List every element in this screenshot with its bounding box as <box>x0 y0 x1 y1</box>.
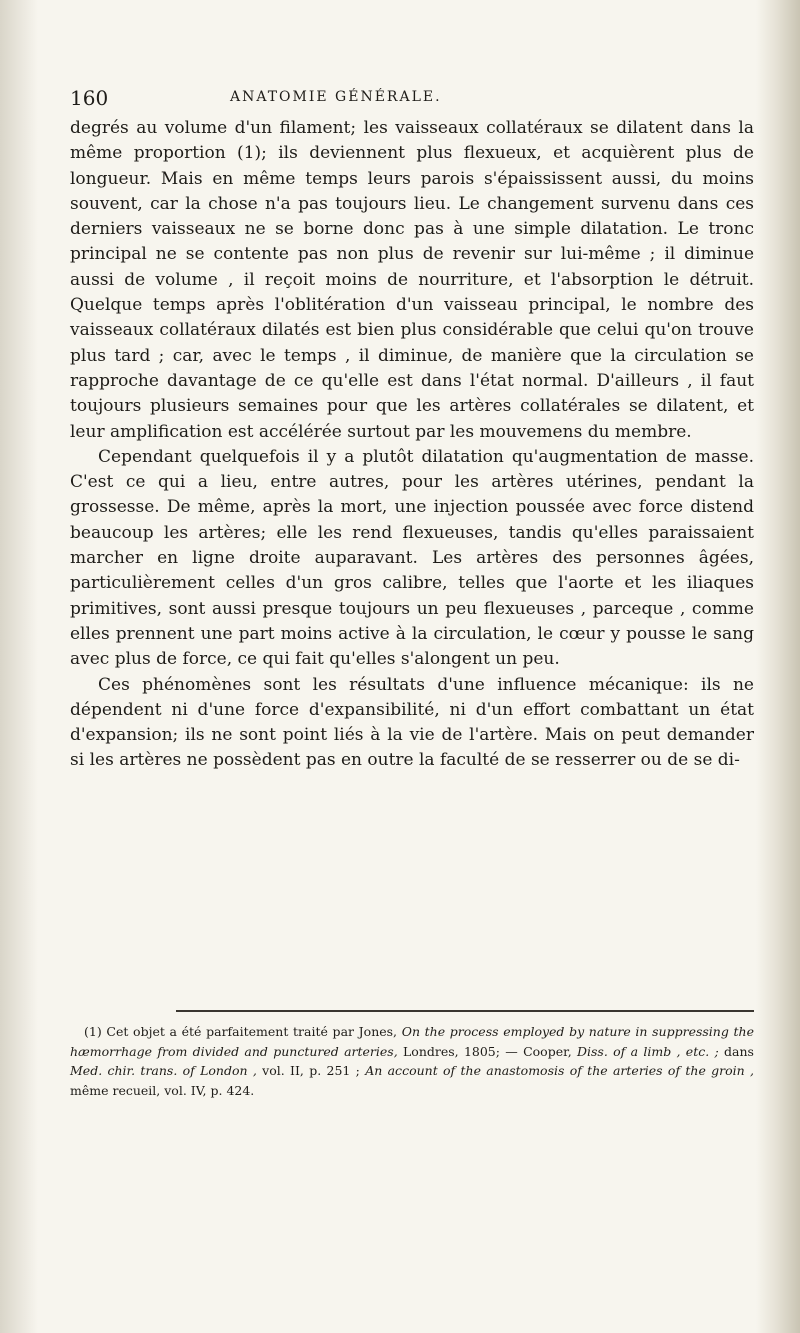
footnote-text: dans <box>724 1043 754 1059</box>
paragraph: Cependant quelquefois il y a plutôt dilatation qu'augmentation de masse. C'est ce qui a lieu, entre autres, pour les artères utérines, pendant la grossesse. De même, après la mort, une injection poussée avec force distend beaucoup les artères; elle les rend flexueuses, tandis qu'elles paraissaient marcher en ligne droite auparavant. Les artères des personnes âgées, particulièrement celles d'un gros calibre, telles que l'aorte et les iliaques primitives, sont aussi presque toujours un peu flexueuses , parceque , comme elles prennent une part moins active à la circulation, le cœur y pousse le sang avec plus de force, ce qui fait qu'elles s'alongent un peu. <box>70 446 754 670</box>
footnote-citation-title: Med. chir. trans. of London , <box>70 1063 257 1078</box>
page-edge-right <box>756 0 800 1333</box>
footnote-citation-title: An account of the anastomosis of the arteries of the groin , <box>365 1063 755 1078</box>
page-edge-left <box>0 0 38 1333</box>
paragraph: degrés au volume d'un filament; les vaisseaux collatéraux se dilatent dans la même proportion (1); ils deviennent plus flexueux, et acquièrent plus de longueur. Mais en même temps leurs parois s'épaississent aussi, du moins souvent, car la chose n'a pas toujours lieu. Le changement survenu dans ces derniers vaisseaux ne se borne donc pas à une simple dilatation. Le tronc principal ne se contente pas non plus de revenir sur lui-même ; il diminue aussi de volume , il reçoit moins de nourriture, et l'absorption le détruit. Quelque temps après l'oblitération d'un vaisseau principal, le nombre des vaisseaux collatéraux dilatés est bien plus considérable que celui qu'on trouve plus tard ; car, avec le temps , il diminue, de manière que la circulation se rapproche davantage de ce qu'elle est dans l'état normal. D'ailleurs , il faut toujours plusieurs semaines pour que les artères collatérales se dilatent, et leur amplification est accélérée surtout par les mouvemens du membre. <box>70 118 754 442</box>
footnote-text: Londres, 1805; — Cooper, <box>403 1043 572 1059</box>
footnote-text: Cet objet a été parfaitement traité par Jones, <box>106 1024 398 1039</box>
page-number: 160 <box>70 86 109 110</box>
footnote <box>70 1022 754 1100</box>
running-title: ANATOMIE GÉNÉRALE. <box>230 89 442 105</box>
footnote-citation-title: Diss. of a limb , etc. ; <box>577 1043 719 1059</box>
footnote-number: (1) <box>84 1024 102 1039</box>
footnote-text: même recueil, vol. IV, p. 424. <box>70 1082 255 1098</box>
page-header <box>70 86 760 116</box>
paragraph: Ces phénomènes sont les résultats d'une influence mécanique: ils ne dépendent ni d'une force d'expansibilité, ni d'un effort combattant un état d'expansion; ils ne sont point liés à la vie de l'artère. Mais on peut demander si les artères ne possèdent pas en outre la faculté de se resserrer ou de se di- <box>70 674 754 771</box>
footnote-separator <box>176 1010 754 1012</box>
footnote-text: vol. II, p. 251 ; <box>262 1063 360 1078</box>
body-text <box>70 116 754 774</box>
footnote-citation-title: On the process employed by nature in suppressing the hæmorrhage from divided and punctured arteries, <box>70 1024 754 1059</box>
